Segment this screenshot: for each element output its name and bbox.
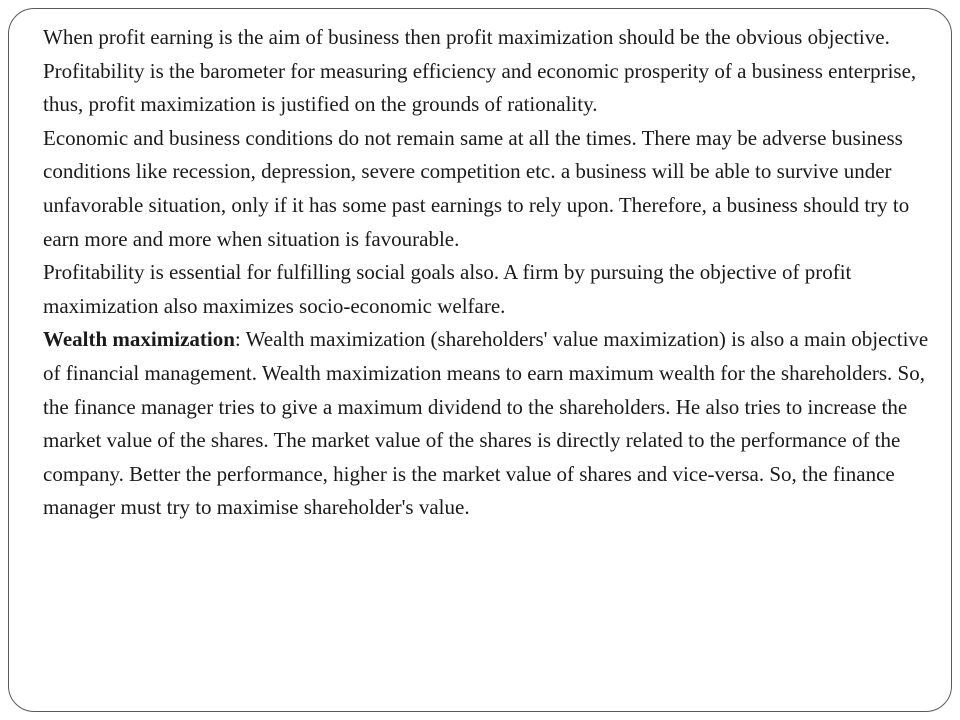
paragraph-text: Profitability is essential for fulfilling social goals also. A firm by pursuing the objective of profit maximization also maximizes socio-economic welfare. bbox=[43, 260, 852, 318]
slide-body bbox=[43, 21, 943, 525]
paragraph-profit-aim bbox=[43, 21, 943, 55]
paragraph-text: : Wealth maximization (shareholders' value maximization) is also a main objective of financial management. Wealth maximization means to earn maximum wealth for the shareholders. So, the finance manager tries to give a maximum dividend to the shareholders. He also tries to increase the market value of the shares. The market value of the shares is directly related to the performance of the company. Better the performance, higher is the market value of shares and vice-versa. So, the finance manager must try to maximise shareholder's value. bbox=[43, 327, 929, 520]
wealth-maximization-term: Wealth maximization bbox=[43, 327, 235, 352]
paragraph-text: Profitability is the barometer for measuring efficiency and economic prosperity of a business enterprise, thus, profit maximization is justified on the grounds of rationality. bbox=[43, 58, 917, 117]
paragraph-business-conditions bbox=[43, 122, 943, 256]
paragraph-social-goals bbox=[43, 256, 943, 323]
paragraph-text: Economic and business conditions do not remain same at all the times. There may be adverse business conditions like recession, depression, severe competition etc. a business will be able to survive under unfavorable situation, only if it has some past earnings to rely upon. Therefore, a business should try to earn more and more when situation is favourable. bbox=[43, 125, 910, 251]
paragraph-profitability-barometer bbox=[43, 55, 943, 122]
paragraph-text: When profit earning is the aim of business then profit maximization should be the obvious objective. bbox=[43, 25, 890, 49]
slide-frame bbox=[8, 8, 952, 712]
paragraph-wealth-maximization bbox=[43, 323, 943, 525]
